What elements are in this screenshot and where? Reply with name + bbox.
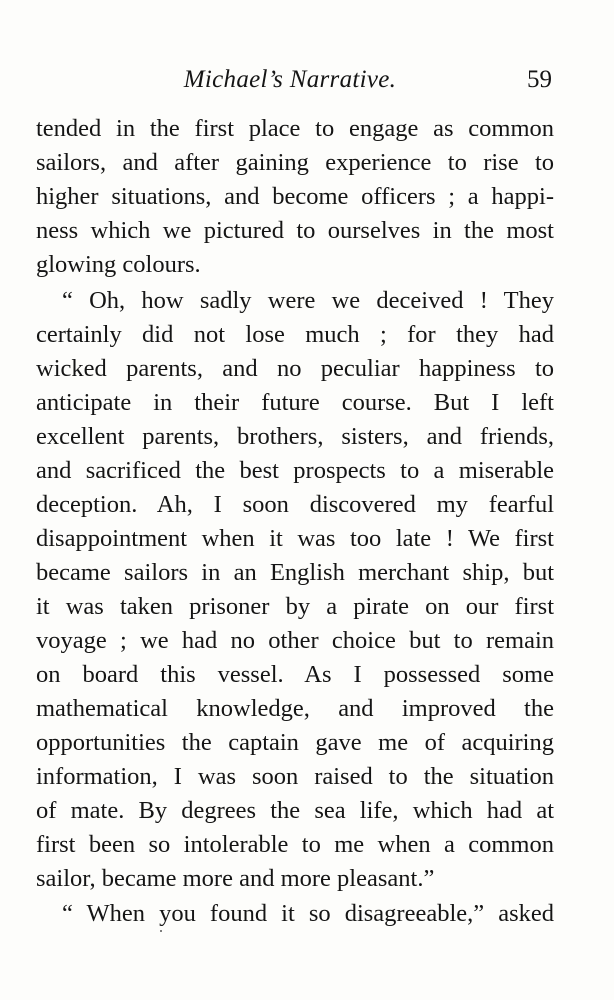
text-line: ness which we pictured to ourselves in the most (36, 217, 554, 244)
running-head (0, 66, 614, 100)
text-line: “ When you found it so disagreeable,” asked (62, 900, 554, 927)
text-line: information, I was soon raised to the situation (36, 763, 554, 790)
running-title: Michael’s Narrative. (183, 66, 397, 93)
text-line: sailor, became more and more pleasant.” (36, 865, 435, 892)
text-line: tended in the first place to engage as common (36, 115, 554, 142)
text-line: opportunities the captain gave me of acquiring (36, 729, 554, 756)
text-line: voyage ; we had no other choice but to remain (36, 627, 554, 654)
text-line: it was taken prisoner by a pirate on our first (36, 593, 554, 620)
text-line: on board this vessel. As I possessed some (36, 661, 554, 688)
text-line: deception. Ah, I soon discovered my fearful (36, 491, 554, 518)
text-line: “ Oh, how sadly were we deceived ! They (62, 287, 554, 314)
text-line: certainly did not lose much ; for they had (36, 321, 554, 348)
text-line: of mate. By degrees the sea life, which had at (36, 797, 554, 824)
text-line: became sailors in an English merchant ship, but (36, 559, 554, 586)
text-line: anticipate in their future course. But I left (36, 389, 554, 416)
text-line: and sacrificed the best prospects to a miserable (36, 457, 554, 484)
text-line: glowing colours. (36, 251, 201, 278)
text-line: higher situations, and become officers ; a happi- (36, 183, 554, 210)
text-line: mathematical knowledge, and improved the (36, 695, 554, 722)
text-line: excellent parents, brothers, sisters, and friends, (36, 423, 554, 450)
ink-speck (160, 930, 162, 932)
text-line: first been so intolerable to me when a common (36, 831, 554, 858)
text-line: disappointment when it was too late ! We first (36, 525, 554, 552)
text-line: wicked parents, and no peculiar happiness to (36, 355, 554, 382)
page-number: 59 (527, 66, 552, 93)
text-line: sailors, and after gaining experience to rise to (36, 149, 554, 176)
